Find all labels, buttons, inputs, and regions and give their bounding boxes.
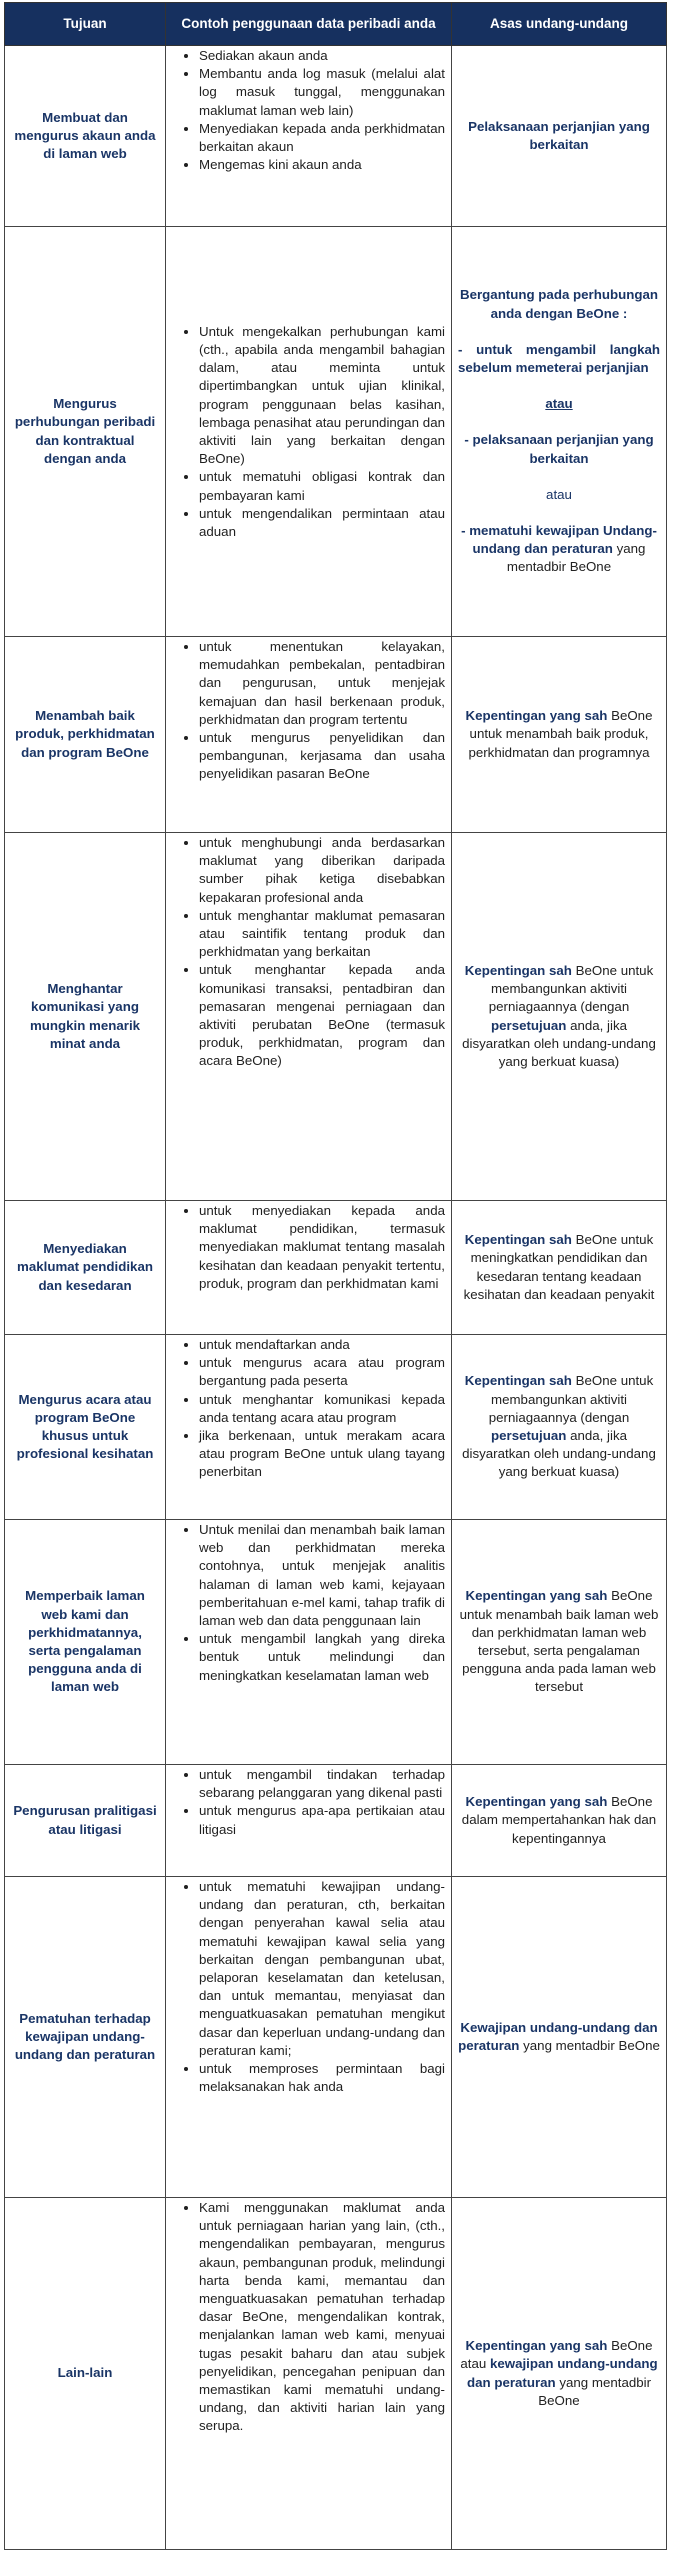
legal-basis-or: atau — [545, 396, 573, 412]
examples-list — [174, 1766, 445, 1839]
purpose-cell: Menghantar komunikasi yang mungkin menarik minat anda — [5, 833, 166, 1201]
table-row — [5, 227, 667, 637]
list-item: • Kami menggunakan maklumat anda untuk perniagaan harian yang lain, (cth., mengendalikan pembayaran, mengurus akaun, pembangunan produk, melindungi harta benda kami, memantau dan menguatkuasakan pematuhan terhadap dasar BeOne, mengendalikan kontrak, menjalankan laman web kami, menyuai tugas pesakit baharu dan atau subjek penyelidikan, pencegahan penipuan dan memastikan kami mematuhi undang-undang, dan aktiviti harian lain yang serupa. — [199, 2199, 445, 2436]
list-item: • untuk mematuhi obligasi kontrak dan pembayaran kami — [199, 468, 445, 504]
table-row — [5, 1765, 667, 1877]
examples-list — [174, 323, 445, 541]
examples-list — [174, 2199, 445, 2436]
examples-cell — [166, 46, 452, 227]
header-legal-basis: Asas undang-undang — [452, 3, 667, 46]
examples-cell — [166, 1877, 452, 2198]
legal-basis-cell: Kepentingan sah BeOne untuk membangunkan aktiviti perniagaannya (dengan persetujuan anda, jika disyaratkan oleh undang-undang yang berkuat kuasa) — [452, 1335, 667, 1520]
list-item: • Untuk mengekalkan perhubungan kami (cth., apabila anda mengambil bahagian dalam, atau meminta untuk dipertimbangkan untuk ujian klinikal, program penggunaan belas kasihan, lembaga penasihat atau perundingan dan aktiviti lain yang berkaitan dengan BeOne) — [199, 323, 445, 469]
examples-cell — [166, 227, 452, 637]
list-item: • untuk mengurus penyelidikan dan pembangunan, kerjasama dan usaha penyelidikan pasaran BeOne — [199, 729, 445, 784]
list-item: • untuk mengurus acara atau program bergantung pada peserta — [199, 1354, 445, 1390]
examples-list — [174, 1202, 445, 1293]
legal-basis-cell: Kepentingan yang sah BeOne untuk menambah baik laman web dan perkhidmatan laman web tersebut, serta pengalaman pengguna anda pada laman web tersebut — [452, 1520, 667, 1765]
list-item: • untuk mendaftarkan anda — [199, 1336, 445, 1354]
list-item: • Menyediakan kepada anda perkhidmatan berkaitan akaun — [199, 120, 445, 156]
header-row — [5, 3, 667, 46]
table-row — [5, 1201, 667, 1335]
data-usage-table — [4, 2, 667, 2550]
examples-list — [174, 1878, 445, 2096]
table-row — [5, 46, 667, 227]
list-item: • untuk menghantar komunikasi kepada anda tentang acara atau program — [199, 1391, 445, 1427]
legal-basis-highlight: Pelaksanaan perjanjian yang berkaitan — [468, 118, 650, 152]
legal-basis-cell: Kepentingan yang sah BeOne dalam mempertahankan hak dan kepentingannya — [452, 1765, 667, 1877]
table-row — [5, 2198, 667, 2550]
purpose-cell: Memperbaik laman web kami dan perkhidmatannya, serta pengalaman pengguna anda di laman web — [5, 1520, 166, 1765]
purpose-cell: Pengurusan pralitigasi atau litigasi — [5, 1765, 166, 1877]
list-item: • Sediakan akaun anda — [199, 47, 445, 65]
header-examples: Contoh penggunaan data peribadi anda — [166, 3, 452, 46]
legal-basis-cell: Kepentingan sah BeOne untuk membangunkan aktiviti perniagaannya (dengan persetujuan anda, jika disyaratkan oleh undang-undang yang berkuat kuasa) — [452, 833, 667, 1201]
legal-basis-option: - untuk mengambil langkah sebelum memeterai perjanjian — [458, 341, 660, 375]
list-item: • untuk mengambil langkah yang direka bentuk untuk melindungi dan meningkatkan keselamatan laman web — [199, 1630, 445, 1685]
table-row — [5, 1335, 667, 1520]
purpose-cell: Mengurus acara atau program BeOne khusus untuk profesional kesihatan — [5, 1335, 166, 1520]
examples-cell — [166, 1201, 452, 1335]
list-item: • untuk mematuhi kewajipan undang-undang dan peraturan, cth, berkaitan dengan penyerahan kawal selia atau mematuhi kewajipan kawal selia yang berkaitan dengan pembangunan ubat, pelaporan keselamatan dan ketelusan, dan untuk memantau, menyiasat dan menguatkuasakan pematuhan mengikut dasar dan keperluan undang-undang dan peraturan kami; — [199, 1878, 445, 2060]
examples-cell — [166, 833, 452, 1201]
legal-basis-intro: Bergantung pada perhubungan anda dengan BeOne : — [460, 287, 658, 321]
legal-basis-cell — [452, 227, 667, 637]
purpose-cell: Pematuhan terhadap kewajipan undang-undang dan peraturan — [5, 1877, 166, 2198]
legal-basis-cell: Kepentingan yang sah BeOne untuk menambah baik produk, perkhidmatan dan programnya — [452, 637, 667, 833]
legal-basis-cell: Kepentingan yang sah BeOne atau kewajipan undang-undang dan peraturan yang mentadbir BeOne — [452, 2198, 667, 2550]
purpose-cell: Menambah baik produk, perkhidmatan dan program BeOne — [5, 637, 166, 833]
table-row — [5, 1877, 667, 2198]
list-item: • Untuk menilai dan menambah baik laman web dan perkhidmatan mereka contohnya, untuk menjejak analitis halaman di laman web kami, kejayaan pemberitahuan e-mel kami, tahap trafik di laman web dan data penggunaan lain — [199, 1521, 445, 1630]
table-row — [5, 637, 667, 833]
legal-basis-option: - mematuhi kewajipan Undang-undang dan peraturan yang mentadbir BeOne — [461, 523, 657, 575]
list-item: • untuk menghantar maklumat pemasaran atau saintifik tentang produk dan perkhidmatan yang berkaitan — [199, 907, 445, 962]
examples-list — [174, 1521, 445, 1685]
list-item: • untuk menghantar kepada anda komunikasi transaksi, pentadbiran dan pemasaran mengenai perniagaan dan aktiviti perubatan BeOne (termasuk produk, perkhidmatan, program dan acara BeOne) — [199, 961, 445, 1070]
examples-list — [174, 47, 445, 174]
examples-list — [174, 834, 445, 1071]
purpose-cell: Menyediakan maklumat pendidikan dan kesedaran — [5, 1201, 166, 1335]
list-item: • jika berkenaan, untuk merakam acara atau program BeOne untuk ulang tayang penerbitan — [199, 1427, 445, 1482]
list-item: • untuk mengendalikan permintaan atau aduan — [199, 505, 445, 541]
examples-cell — [166, 1335, 452, 1520]
purpose-cell: Lain-lain — [5, 2198, 166, 2550]
purpose-cell: Membuat dan mengurus akaun anda di laman web — [5, 46, 166, 227]
list-item: • untuk mengambil tindakan terhadap sebarang pelanggaran yang dikenal pasti — [199, 1766, 445, 1802]
examples-list — [174, 1336, 445, 1482]
examples-cell — [166, 1520, 452, 1765]
legal-basis-option: - pelaksanaan perjanjian yang berkaitan — [464, 432, 654, 466]
list-item: • Membantu anda log masuk (melalui alat log masuk tunggal, menggunakan maklumat laman web lain) — [199, 65, 445, 120]
legal-basis-or: atau — [546, 486, 572, 502]
list-item: • untuk memproses permintaan bagi melaksanakan hak anda — [199, 2060, 445, 2096]
legal-basis-cell: Kepentingan sah BeOne untuk meningkatkan pendidikan dan kesedaran tentang keadaan kesihatan dan keadaan penyakit — [452, 1201, 667, 1335]
list-item: • untuk menyediakan kepada anda maklumat pendidikan, termasuk menyediakan maklumat tentang masalah kesihatan dan keadaan penyakit tertentu, produk, program dan perkhidmatan kami — [199, 1202, 445, 1293]
list-item: • untuk mengurus apa-apa pertikaian atau litigasi — [199, 1802, 445, 1838]
purpose-cell: Mengurus perhubungan peribadi dan kontraktual dengan anda — [5, 227, 166, 637]
legal-basis-cell — [452, 46, 667, 227]
list-item: • untuk menentukan kelayakan, memudahkan pembekalan, pentadbiran dan pengurusan, untuk menjejak kemajuan dan hasil berkenaan produk, perkhidmatan dan program tertentu — [199, 638, 445, 729]
list-item: • untuk menghubungi anda berdasarkan maklumat yang diberikan daripada sumber pihak ketiga disebabkan kepakaran profesional anda — [199, 834, 445, 907]
list-item: • Mengemas kini akaun anda — [199, 156, 445, 174]
examples-list — [174, 638, 445, 784]
legal-basis-cell: Kewajipan undang-undang dan peraturan yang mentadbir BeOne — [452, 1877, 667, 2198]
header-purpose: Tujuan — [5, 3, 166, 46]
examples-cell — [166, 2198, 452, 2550]
examples-cell — [166, 1765, 452, 1877]
table-row — [5, 833, 667, 1201]
table-row — [5, 1520, 667, 1765]
examples-cell — [166, 637, 452, 833]
